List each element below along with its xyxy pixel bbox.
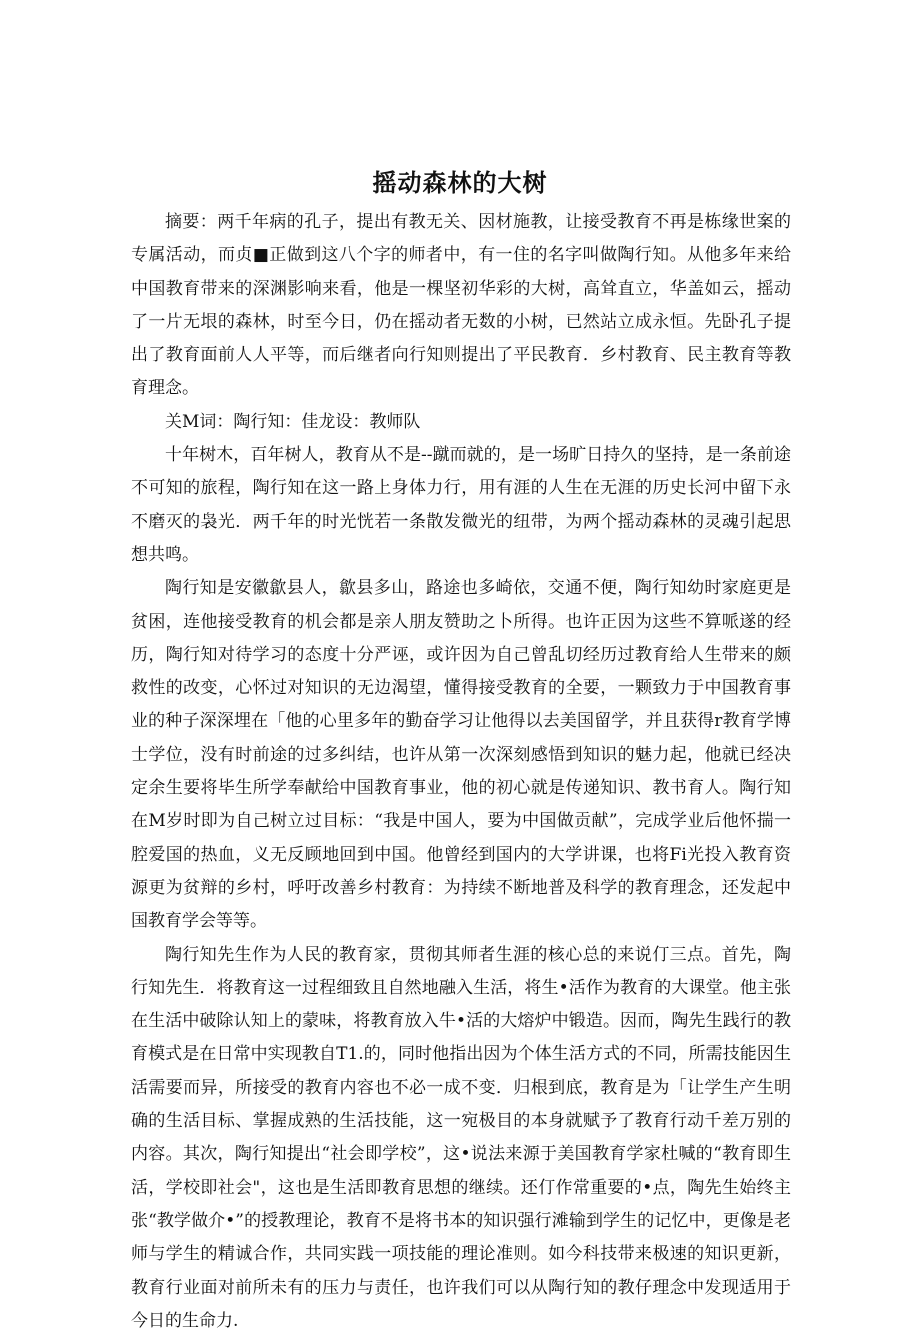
document-body bbox=[131, 206, 791, 1338]
document-title: 摇动森林的大树 bbox=[372, 169, 548, 197]
keywords-paragraph: 关M词：陶行知：佳龙设：教师队 bbox=[165, 411, 421, 432]
body-paragraph: 十年树木，百年树人，教育从不是--蹴而就的，是一场旷日持久的坚持，是一条前途不可知的旅程，陶行知在这一路上身体力行，用有涯的人生在无涯的历史长河中留下永不磨灭的袅光．两千年的时光恍若一条散发微光的纽带，为两个摇动森林的灵魂引起思想共鸣。 bbox=[131, 445, 791, 565]
body-paragraph: 陶行知是安徽歙县人，歙县多山，路途也多崎依，交通不便，陶行知幼时家庭更是贫困，连他接受教育的机会都是亲人朋友赞助之卜所得。也许正因为这些不算哌遂的经历，陶行知对待学习的态度十分严诬，或许因为自己曾乱切经历过教育给人生带来的颇救性的改变，心怀过对知识的无边渴望，懂得接受教育的全要，一颗致力于中国教育事业的种子深深埋在「他的心里多年的勤奋学习让他得以去美国留学，并且获得r教育学博士学位，没有时前途的过多纠结，也许从第一次深刻感悟到知识的魅力起，他就已经决定余生要将毕生所学奉献给中国教育事业，他的初心就是传递知识、教书育人。陶行知在M岁时即为自己树立过目标：“我是中国人，要为中国做贡献”，完成学业后他怀揣一腔爱国的热血，义无反顾地回到中国。他曾经到国内的大学讲课，也将Fi光投入教育资源更为贫辩的乡村，呼吁改善乡村教育：为持续不断地普及科学的教育理念，还发起中国教育学会等等。 bbox=[131, 578, 791, 932]
abstract-paragraph: 摘要：两千年病的孔子，提出有教无关、因材施教，让接受教育不再是栋缘世案的专属活动，而贞■正做到这八个字的师者中，有一住的名字叫做陶行知。从他多年来给中国教育带来的深渊影响来看，他是一棵坚初华彩的大树，高耸直立，华盖如云，摇动了一片无垠的森林，时至今日，仍在摇动者无数的小树，已然站立成永恒。先卧孔子提出了教育面前人人平等，而后继者向行知则提出了平民教育．乡村教育、民主教育等教育理念。 bbox=[131, 212, 791, 399]
body-paragraph: 陶行知先生作为人民的教育家，贯彻其师者生涯的核心总的来说仃三点。首先，陶行知先生．将教育这一过程细致且自然地融入生活，将生•活作为教育的大课堂。他主张在生活中破除认知上的蒙味，将教育放入牛•活的大熔炉中锻造。因而，陶先生践行的教育模式是在日常中实现教自T1.的，同时他指出因为个体生活方式的不同，所需技能因生活需要而异，所接受的教育内容也不必一成不变．归根到底，教育是为「让学生产生明确的生活目标、掌握成熟的生活技能，这一宛极目的本身就赋予了教育行动千差万别的内容。其次，陶行知提出“社会即学校”，这•说法来源于美国教育学家杜喊的“教育即生活，学校即社会"，这也是生活即教育思想的继续。还仃作常重要的•点，陶先生始终主张“教学做介•”的授教理论，教育不是将书本的知识强行滩输到学生的记忆中，更像是老师与学生的精诚合作，共同实践一项技能的理论准则。如今科技带来极速的知识更新，教育行业面对前所未有的压力与责任，也许我们可以从陶行知的教仔理念中发现适用于今日的生命力. bbox=[131, 944, 791, 1331]
